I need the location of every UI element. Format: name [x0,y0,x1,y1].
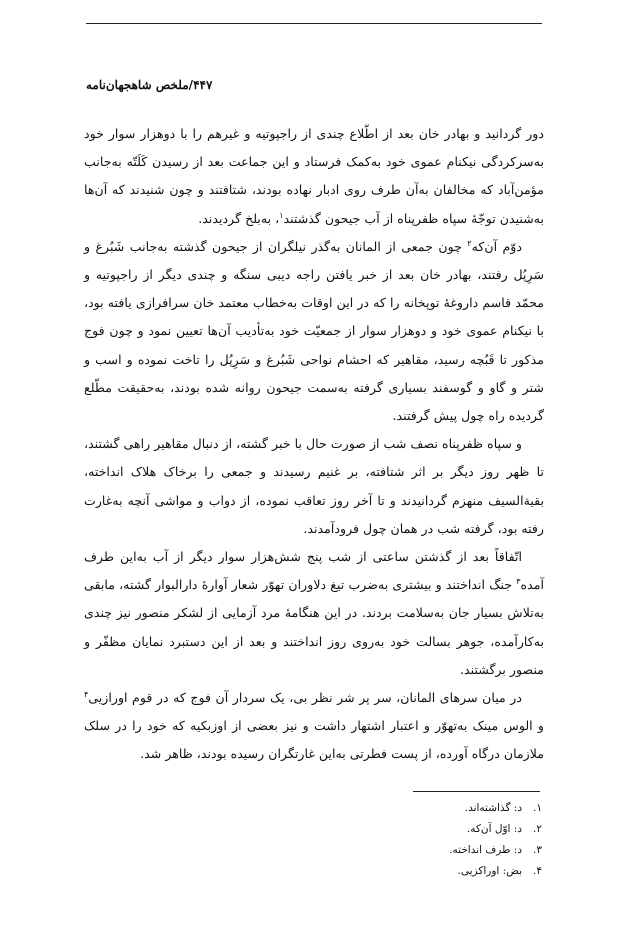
footnote-text: د: اوّل آن‌که. [466,823,522,835]
footnote-ref-3[interactable]: ۳ [516,577,521,587]
footnote-number: ۳. [533,844,542,856]
footnote-number: ۲. [533,823,542,835]
footnote-text: د: طرف انداخته. [449,844,522,856]
body-text [84,120,544,769]
footnote-4 [342,861,542,882]
footnote-rule [413,791,540,792]
paragraph-4-text: جنگ انداختند و بیشتری به‌ضرب تیغ دلاوران تهوّر شعار آوارهٔ دارالبوار گشته، مابقی به‌تلاش بسیار جان به‌سلامت بردند. در این هنگامهٔ مرد آزمایی از لشکر منصور نیز چندی به‌کارآمده، جوهر بسالت خود به‌روی روز انداختند و بعد از این دستبرد نمایان مظفّر و منصور برگشتند. [84,577,544,677]
footnote-number: ۴. [533,865,542,877]
paragraph-2-text: چون جمعی از المانان به‌گذر نیلگران از جیحون گذشته به‌جانب شَبُرغ و سَرِپُل رفتند، بهادر خان بعد از خبر یافتن راجه دیبی سنگه و چندی دیگر از راجپوتیه و محمّد قاسم داروغهٔ توپخانه را که در این اوقات به‌خطاب معتمد خان سرافرازی یافته بود، با نیکنام عموی خود و دوهزار سوار از جمعیّت خود به‌تأدیب آن‌ها تعیین نمود و چون فوج مذکور تا قَبُچه رسید، مقاهیر که احشام نواحی شَبُرغ و سَرِپُل را تاخت نموده و اسب و شتر و گاو و گوسفند بسیاری گرفته به‌سمت جیحون روانه شده بودند، به‌حقیقت مطّلع گردیده راه چول پیش گرفتند. [84,238,544,424]
footnote-number: ۱. [533,802,542,814]
paragraph-1-text: دور گردانید و بهادر خان بعد از اطّلاع چندی از راجپوتیه و غیرهم را با دوهزار سوار خود به‌سرکردگی نیکنام عموی خود به‌کمک فرستاد و این جماعت بعد از رسیدن کَلَتّه به‌جانب مؤمن‌آباد که مخالفان به‌آن طرف روی ادبار نهاده بودند، شتافتند و چون شنیدند که آن‌ها به‌شنیدن توجّهٔ سپاه ظفرپناه از آب جیحون گذشتند [84,126,544,226]
footnote-text: بض: اوراکزیی. [457,865,522,877]
paragraph-2 [84,233,544,430]
footnote-1 [342,798,542,819]
footnote-3 [342,840,542,861]
header-rule [86,23,542,24]
paragraph-1 [84,120,544,233]
footnote-2 [342,819,542,840]
footnote-ref-1[interactable]: ۱ [279,210,284,220]
paragraph-2-head: دوّم آن‌که [471,238,522,254]
paragraph-4 [84,543,544,684]
page-header [86,78,542,96]
footnote-ref-4[interactable]: ۴ [84,689,89,699]
footnotes [342,798,542,882]
footnote-ref-2[interactable]: ۲ [467,238,472,248]
running-head: ۴۴۷/ملخص شاهجهان‌نامه [86,78,213,92]
paragraph-3 [84,430,544,543]
paragraph-3-text: و سپاه ظفرپناه نصف شب از صورت حال با خبر گشته، از دنبال مقاهیر راهی گشتند، تا ظهر روز دیگر بر اثر شتافته، بر غنیم رسیدند و جمعی را برخاک هلاک انداخته، بقیةالسیف منهزم گردانیدند و تا آخر روز تعاقب نموده، از دواب و مواشی آنچه به‌غارت رفته بود، گرفته شب در همان چول فرودآمدند. [84,436,544,536]
footnote-text: د: گذاشته‌اند. [464,802,522,814]
paragraph-5-text: و الوس مینک به‌تهوّر و اعتبار اشتهار داشت و نیز بعضی از اوزبکیه که خود را در سلک ملازمان درگاه آورده، از پست فطرتی به‌این غارتگران رسیده بودند، ظاهر شد. [84,718,544,762]
paragraph-5 [84,684,544,769]
paragraph-1-tail: ، به‌بلخ گردیدند. [198,210,280,226]
paragraph-4-head: اتّفاقاً بعد از گذشتن ساعتی از شب پنج شش‌هزار سوار دیگر از آب به‌این طرف آمده [84,549,544,593]
paragraph-5-head: در میان سرهای المانان، سر پر شر نظر بی، یک سردار آن فوج که در قوم اورازیی [88,690,522,706]
